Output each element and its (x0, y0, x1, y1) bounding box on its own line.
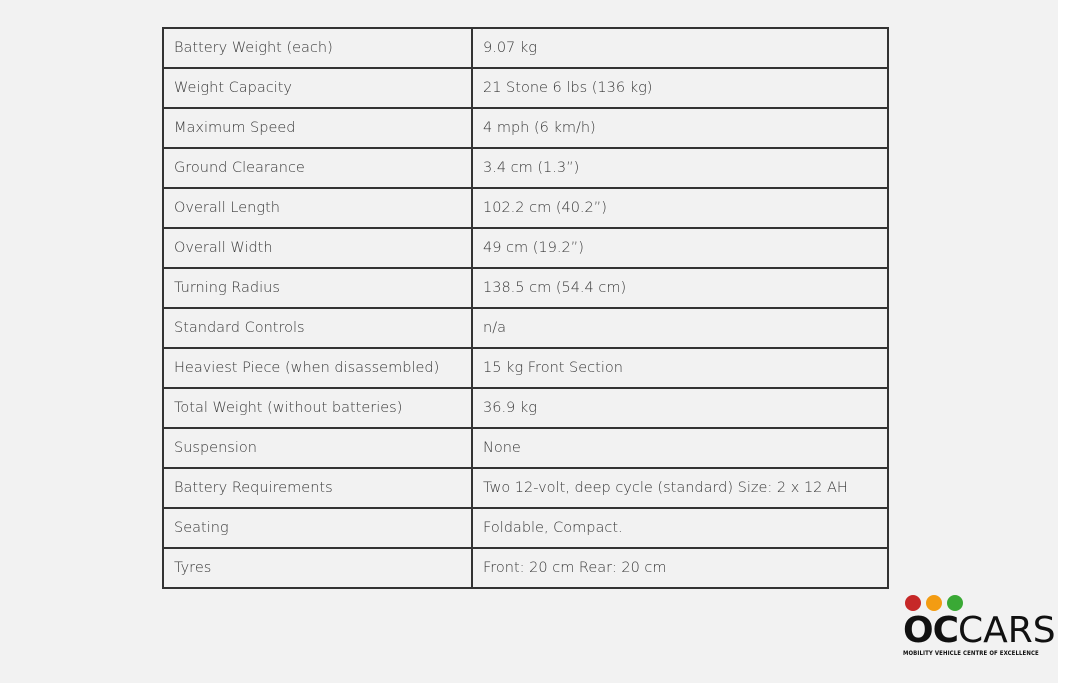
page-edge-bottom (0, 683, 1066, 693)
spec-label: Heaviest Piece (when disassembled) (163, 348, 472, 388)
table-row (163, 28, 888, 68)
occars-logo (903, 595, 1056, 665)
spec-value: n/a (472, 308, 888, 348)
spec-label: Total Weight (without batteries) (163, 388, 472, 428)
traffic-light-dots (905, 595, 1053, 611)
logo-wordmark (903, 610, 1056, 651)
spec-value: None (472, 428, 888, 468)
logo-tagline: MOBILITY VEHICLE CENTRE OF EXCELLENCE (903, 650, 1039, 657)
spec-value: 102.2 cm (40.2”) (472, 188, 888, 228)
table-row (163, 68, 888, 108)
spec-value: 138.5 cm (54.4 cm) (472, 268, 888, 308)
amber-dot-icon (926, 595, 942, 611)
page-edge-right (1058, 0, 1066, 693)
spec-value: 49 cm (19.2”) (472, 228, 888, 268)
spec-label: Turning Radius (163, 268, 472, 308)
spec-label: Weight Capacity (163, 68, 472, 108)
table-row (163, 268, 888, 308)
spec-label: Standard Controls (163, 308, 472, 348)
spec-value: 9.07 kg (472, 28, 888, 68)
table-row (163, 348, 888, 388)
spec-label: Maximum Speed (163, 108, 472, 148)
spec-table-body (163, 28, 888, 588)
spec-label: Seating (163, 508, 472, 548)
table-row (163, 188, 888, 228)
green-dot-icon (947, 595, 963, 611)
spec-label: Ground Clearance (163, 148, 472, 188)
table-row (163, 428, 888, 468)
spec-label: Battery Weight (each) (163, 28, 472, 68)
table-row (163, 308, 888, 348)
spec-value: 21 Stone 6 lbs (136 kg) (472, 68, 888, 108)
spec-value: 3.4 cm (1.3”) (472, 148, 888, 188)
table-row (163, 148, 888, 188)
spec-label: Tyres (163, 548, 472, 588)
table-row (163, 228, 888, 268)
table-row (163, 548, 888, 588)
table-row (163, 388, 888, 428)
spec-label: Overall Length (163, 188, 472, 228)
table-row (163, 468, 888, 508)
spec-label: Suspension (163, 428, 472, 468)
table-row (163, 108, 888, 148)
spec-label: Battery Requirements (163, 468, 472, 508)
logo-brand-light: CARS (958, 610, 1056, 651)
spec-value: 4 mph (6 km/h) (472, 108, 888, 148)
spec-value: Front: 20 cm Rear: 20 cm (472, 548, 888, 588)
spec-value: 15 kg Front Section (472, 348, 888, 388)
red-dot-icon (905, 595, 921, 611)
table-row (163, 508, 888, 548)
spec-value: Two 12-volt, deep cycle (standard) Size: 2 x 12 AH (472, 468, 888, 508)
logo-brand-bold: OC (903, 610, 959, 651)
spec-table (162, 27, 889, 589)
spec-value: 36.9 kg (472, 388, 888, 428)
spec-value: Foldable, Compact. (472, 508, 888, 548)
spec-label: Overall Width (163, 228, 472, 268)
